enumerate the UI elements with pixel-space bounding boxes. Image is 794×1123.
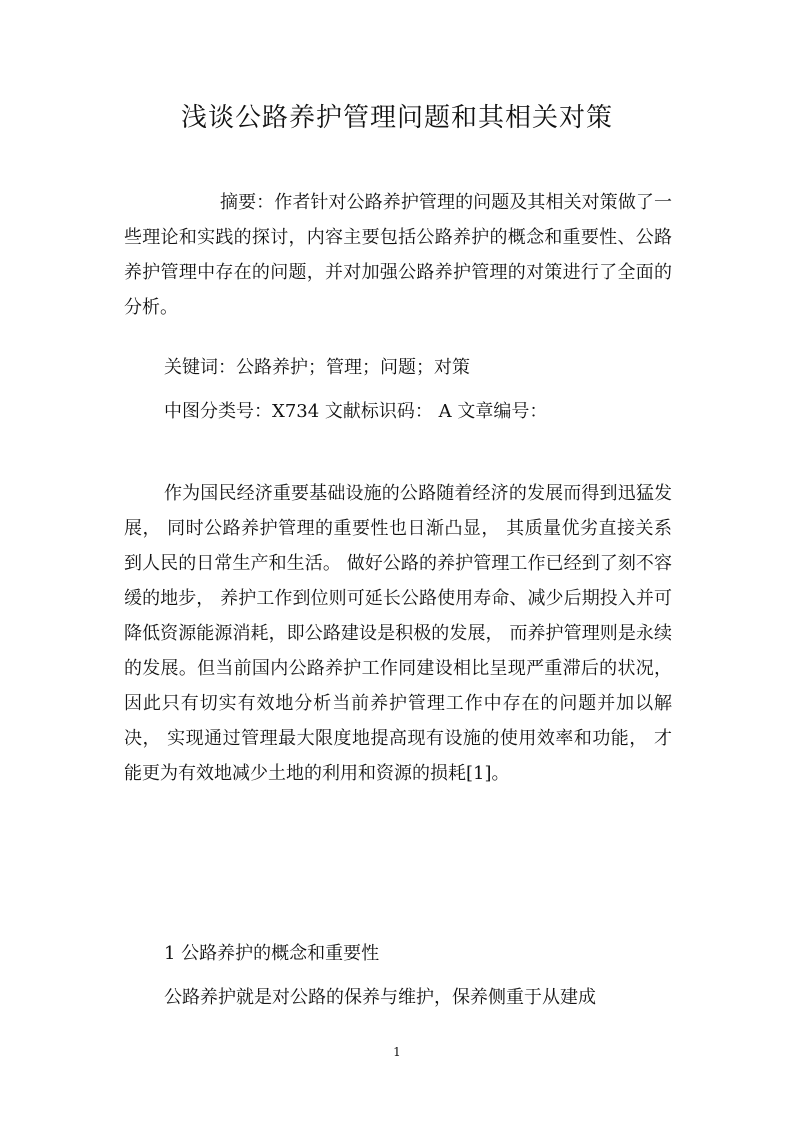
document-title: 浅谈公路养护管理问题和其相关对策 <box>180 103 613 133</box>
abstract-paragraph: 摘要：作者针对公路养护管理的问题及其相关对策做了一些理论和实践的探讨，内容主要包括公路养护的概念和重要性、公路养护管理中存在的问题，并对加强公路养护管理的对策进行了全面的分析。 <box>124 192 672 318</box>
classification-line: 中图分类号：X734 文献标识码： A 文章编号： <box>164 401 548 422</box>
body-paragraph: 公路养护就是对公路的保养与维护，保养侧重于从建成 <box>164 987 596 1008</box>
section-heading: 1 公路养护的概念和重要性 <box>164 943 380 964</box>
page-number: 1 <box>393 1045 401 1059</box>
keywords-line: 关键词：公路养护；管理；问题；对策 <box>164 357 470 378</box>
body-paragraph: 作为国民经济重要基础设施的公路随着经济的发展而得到迅猛发展， 同时公路养护管理的重要性也日渐凸显， 其质量优劣直接关系到人民的日常生产和生活。 做好公路的养护管理工作已经到了刻不容缓的地步， 养护工作到位则可延长公路使用寿命、减少后期投入并可降低资源能源消耗，即公路建设是积极的发展， 而养护管理则是永续的发展。但当前国内公路养护工作同建设相比呈现严重滞后的状况，因此只有切实有效地分析当前养护管理工作中存在的问题并加以解决， 实现通过管理最大限度地提高现有设施的使用效率和功能， 才能更为有效地减少土地的利用和资源的损耗[1]。 <box>124 483 672 784</box>
